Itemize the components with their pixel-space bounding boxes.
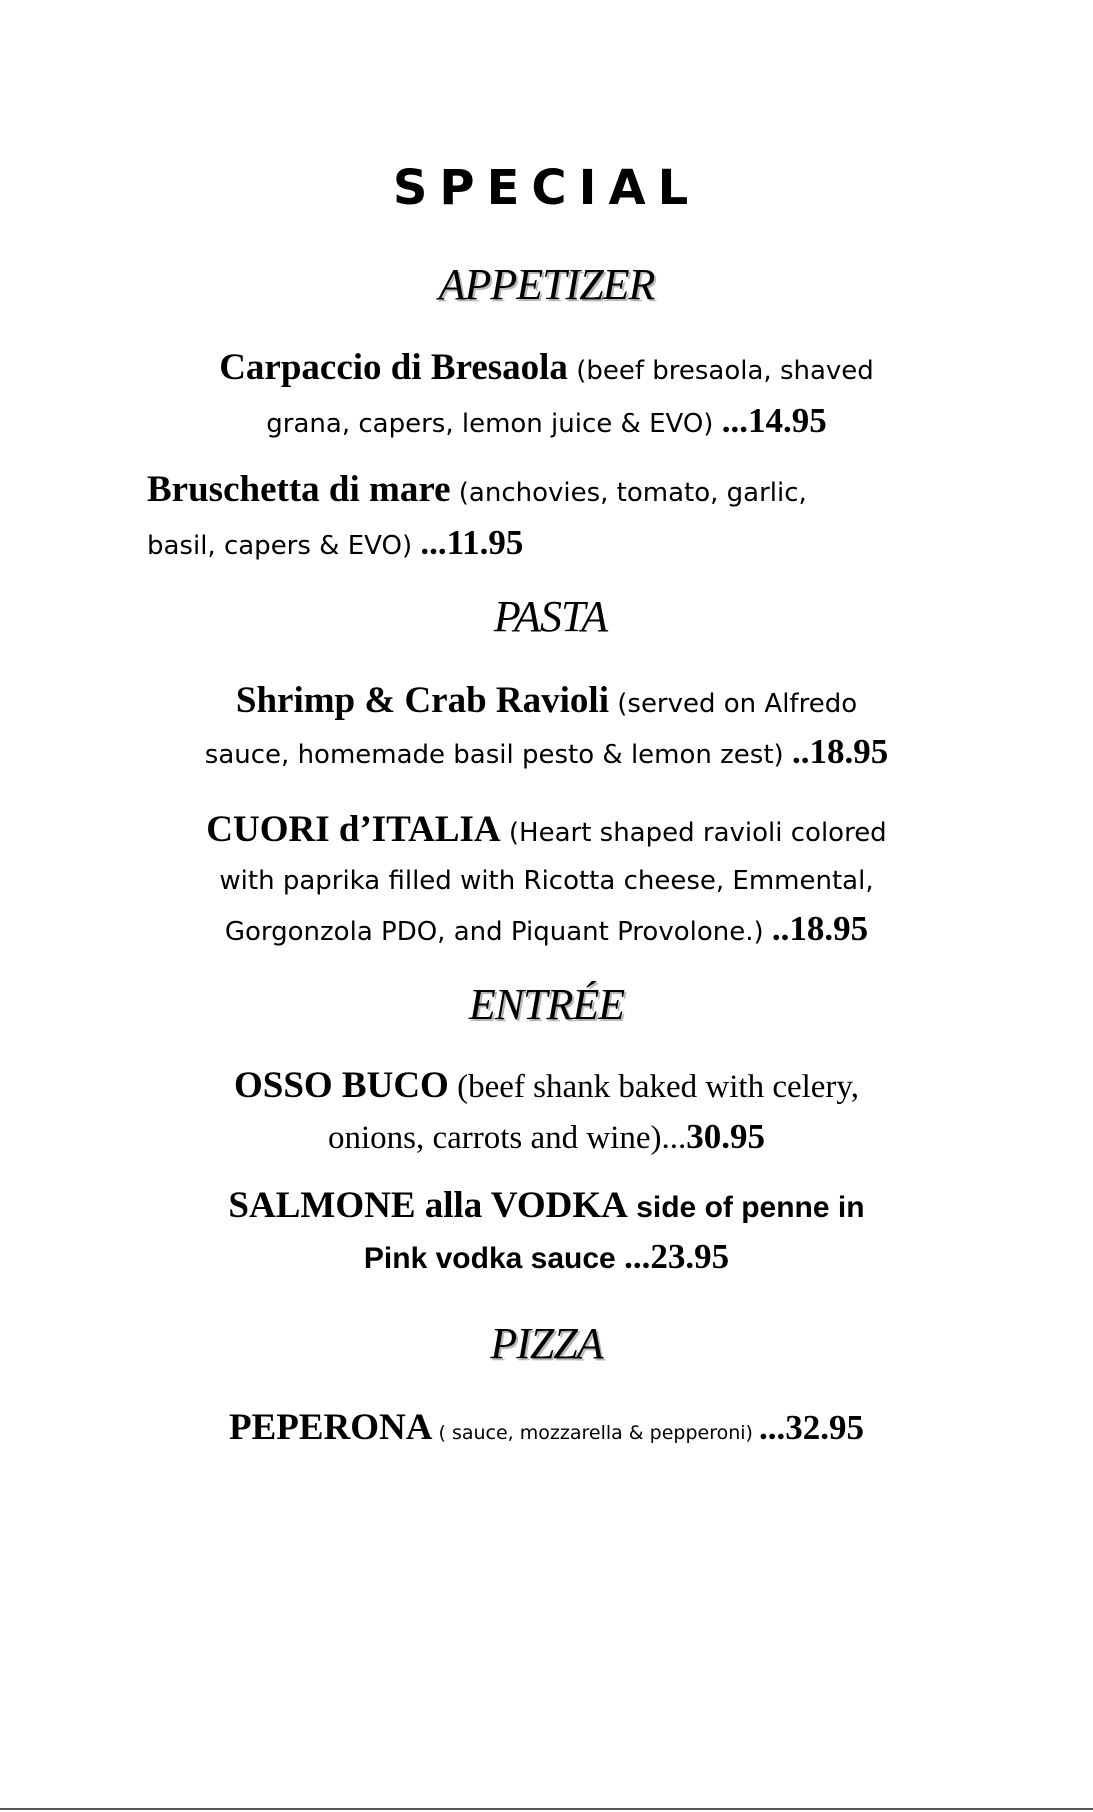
item-description: (beef shank baked with celery, — [448, 1069, 860, 1105]
item-description: grana, capers, lemon juice & EVO) — [266, 409, 722, 439]
menu-item-cuori-ditalia — [0, 808, 1093, 958]
menu-item-peperona — [0, 1404, 1093, 1459]
menu-item-osso-buco — [0, 1064, 1093, 1166]
item-description: (served on Alfredo — [608, 689, 858, 719]
menu-item-salmone-alla-vodka — [0, 1184, 1093, 1286]
item-price: ..18.95 — [791, 732, 889, 771]
section-heading-entree: ENTRÉE — [468, 980, 625, 1029]
item-description: sauce, homemade basil pesto & lemon zest) — [204, 740, 792, 770]
item-price: ...11.95 — [420, 523, 524, 562]
item-description: Pink vodka sauce — [363, 1242, 625, 1275]
item-name: SALMONE alla VODKA — [228, 1185, 628, 1226]
item-name: Carpaccio di Bresaola — [219, 347, 568, 388]
menu-item-carpaccio — [0, 345, 1093, 451]
section-heading-pasta: PASTA — [493, 592, 608, 641]
item-name: Bruschetta di mare — [147, 469, 451, 510]
item-description: basil, capers & EVO) — [147, 531, 421, 561]
item-description: (anchovies, tomato, garlic, — [450, 478, 807, 508]
item-description: with paprika filled with Ricotta cheese, Emmental, — [219, 866, 874, 896]
item-name: CUORI d’ITALIA — [206, 809, 501, 850]
item-description: (beef bresaola, shaved — [567, 356, 874, 386]
menu-item-shrimp-crab-ravioli — [0, 679, 1093, 781]
bottom-divider — [0, 1808, 1093, 1810]
menu-item-bruschetta — [147, 467, 807, 573]
menu-title: SPECIAL — [392, 160, 701, 216]
section-heading-pizza: PIZZA — [490, 1319, 603, 1368]
item-description: Gorgonzola PDO, and Piquant Provolone.) — [224, 917, 772, 947]
section-heading-appetizer: APPETIZER — [438, 260, 655, 309]
item-price: ...32.95 — [759, 1408, 865, 1447]
item-name: Shrimp & Crab Ravioli — [235, 680, 609, 721]
item-price: ...23.95 — [624, 1237, 730, 1276]
item-description: onions, carrots and wine)... — [327, 1120, 687, 1156]
item-price: 30.95 — [686, 1117, 766, 1156]
item-description: (Heart shaped ravioli colored — [500, 818, 887, 848]
item-description: ( sauce, mozzarella & pepperoni) — [432, 1422, 760, 1444]
item-name: OSSO BUCO — [233, 1065, 449, 1106]
item-description: side of penne in — [627, 1191, 865, 1224]
item-name: PEPERONA — [228, 1407, 433, 1448]
item-price: ..18.95 — [771, 909, 869, 948]
item-price: ...14.95 — [721, 401, 827, 440]
